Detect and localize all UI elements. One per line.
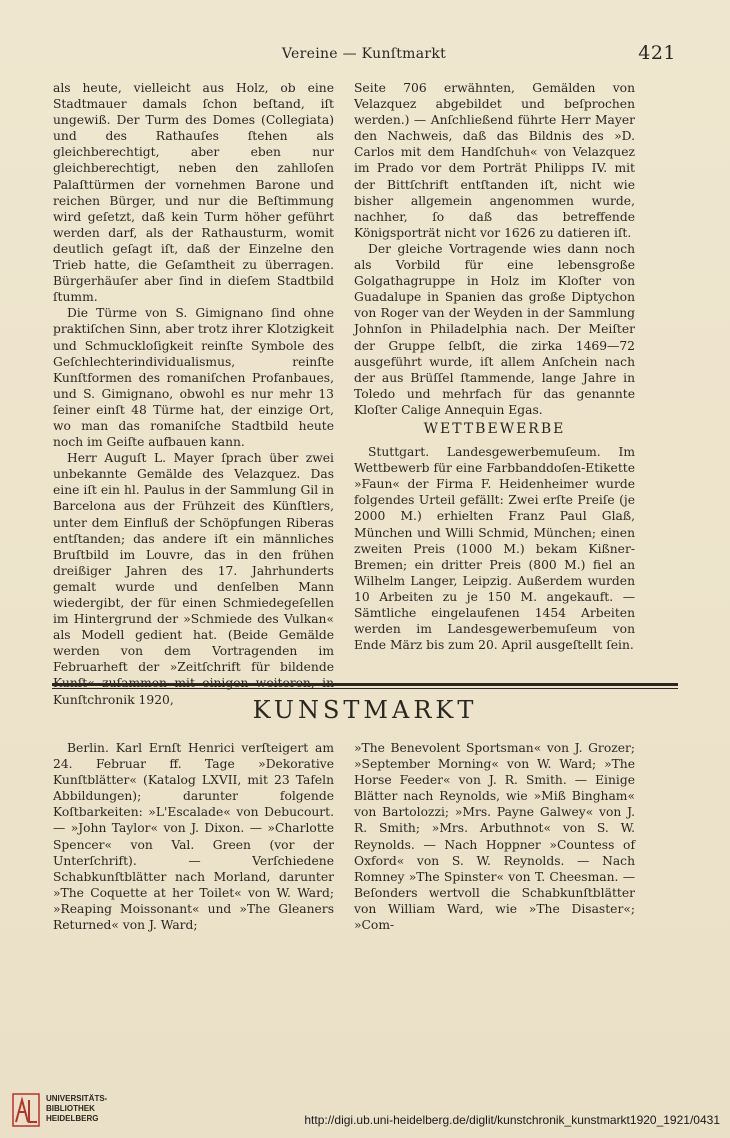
paragraph: »The Benevolent Sportsman« von J. Grozer; »September Morning« von W. Ward; »The Horse Feeder« von J. R. Smith. — Einige Blätter nach Reynolds, wie »Miß Bingham« von Bartolozzi; »Mrs. Payne Galwey« von J. R. Smith; »Mrs. Arbuthnot« von S. W. Reynolds. — Nach Hoppner »Countess of Oxford« von S. W. Reynolds. — Nach Romney »The Spinster« von T. Cheesman. — Beſonders wertvoll die Schabkunſtblätter von William Ward, wie »The Disaster«; »Com-: [354, 741, 635, 933]
logo-line: UNIVERSITÄTS-: [46, 1094, 108, 1103]
page-header: [52, 42, 676, 72]
running-head: Vereine — Kunſtmarkt: [281, 46, 447, 62]
paragraph: Herr Auguſt L. Mayer ſprach über zwei unbekannte Gemälde des Velazquez. Das eine iſt ein hl. Paulus in der Sammlung Gil in Barcelona aus der Frühzeit des Künſtlers, unter dem Einfluß der Schöpfungen Riberas entſtanden; das andere iſt ein männliches Bruſtbild im Louvre, das in den frühen dreißiger Jahren des 17. Jahrhunderts gemalt wurde und denſelben Mann wiedergibt, der für einen Schmiedegeſellen im Hintergrund der »Schmiede des Vulkan« als Modell gedient hat. (Beide Gemälde werden von dem Vortragenden im Februarheft der »Zeitſchrift für bildende Kunſtchronik 1920,: [53, 451, 334, 707]
left-column-top: [53, 80, 334, 708]
library-logo-text: [46, 1094, 107, 1124]
wettbewerbe-heading: WETTBEWERBE: [423, 420, 566, 437]
kunstmarkt-heading: KUNSTMARKT: [252, 696, 478, 724]
page-number: 421: [638, 42, 676, 64]
right-column-top: [354, 80, 635, 653]
logo-line: BIBLIOTHEK: [46, 1104, 95, 1113]
left-column-bottom: [53, 740, 334, 933]
section-rule-thick: [52, 683, 678, 686]
source-url-link[interactable]: http://digi.ub.uni-heidelberg.de/diglit/kunstchronik_kunstmarkt1920_1921/0431: [304, 1113, 720, 1127]
paragraph: Seite 706 erwähnten, Gemälden von Velazquez abgebildet und beſprochen werden.) — Anſchließend führte Herr Mayer den Nachweis, daß das Bildnis des »D. Carlos mit dem Handſchuh« von Velazquez im Prado vor dem Porträt Philipps IV. mit der Bittſchrift entſtanden iſt, nicht wie bisher allgemein angenommen wurde, nachher, ſo daß das betreffende Königsporträt nicht vor 1626 zu datieren iſt.: [354, 81, 635, 240]
paragraph: Berlin. Karl Ernſt Henrici verſteigert am 24. Februar ff. Tage »Dekorative Kunſtblätter« (Katalog LXVII, mit 23 Tafeln Abbildungen); darunter folgende Koſtbarkeiten: »L'Escalade« von Debucourt. — »John Taylor« von J. Dixon. — »Charlotte Spencer« von Val. Green (vor der Unterſchrift). — Verſchiedene Schabkunſtblätter nach Morland, darunter »The Coquette at her Toilet« von W. Ward; »Reaping Moissonant« und »The Gleaners Returned« von J. Ward;: [53, 741, 334, 933]
section-rule-thin: [52, 688, 678, 689]
logo-line: HEIDELBERG: [46, 1114, 99, 1123]
paragraph: Stuttgart. Landesgewerbemuſeum. Im Wettbewerb für eine Farbbanddoſen-Etikette »Faun« der Firma F. Heidenheimer wurde folgendes Urteil gefällt: Zwei erſte Preiſe (je 2000 M.) erhielten Franz Paul Glaß, München und Willi Schmid, München; einen zweiten Preis (1000 M.) bekam Kißner-Bremen; ein dritter Preis (800 M.) fiel an Wilhelm Langer, Leipzig. Außerdem wurden 10 Arbeiten zu je 150 M. angekauft. — Sämtliche eingelaufenen 1454 Arbeiten werden im Landesgewerbemuſeum von Ende März bis zum 20. April ausgeſtellt ſein.: [354, 445, 635, 653]
right-column-bottom: [354, 740, 635, 933]
library-logo-icon: [12, 1092, 42, 1128]
paragraph: Die Türme von S. Gimignano ſind ohne praktiſchen Sinn, aber trotz ihrer Klotzigkeit und Schmuckloſigkeit reinſte Symbole des Geſchlechterindividualismus, reinſte Kunſtformen des romaniſchen Profanbaues, und S. Gimignano, obwohl es nur mehr 13 ſeiner einſt 48 Türme hat, der einzige Ort, wo man das romaniſche Stadtbild heute noch im Geiſte aufbauen kann.: [53, 306, 334, 450]
paragraph: Der gleiche Vortragende wies dann noch als Vorbild für eine lebensgroße Golgathagruppe in Holz im Kloſter von Guadalupe in Spanien das große Diptychon von Roger van der Weyden in der Sammlung Johnſon in Philadelphia nach. Der Meiſter der Gruppe ſelbſt, die zirka 1469—72 ausgeführt wurde, iſt allem Anſchein nach der aus Brüſſel ſtammende, lange Jahre in Toledo und mehrfach für das genannte Kloſter Calige Annequin Egas.: [354, 241, 635, 417]
paragraph: als heute, vielleicht aus Holz, ob eine Stadtmauer damals ſchon beſtand, iſt ungewiß. Der Turm des Domes (Collegiata) und des Rathauſes ſtehen als gleichberechtigt, aber eben nur gleichberechtigt, neben den zahlloſen Palaſttürmen der vornehmen Barone und reichen Bürger, und nur die Beſtimmung wird geſetzt, daß kein Turm höher geführt werden darf, als der Rathausturm, womit deutlich geſagt iſt, daß der Einzelne den Trieb hatte, die Geſamtheit zu überragen. Bürgerhäuſer aber ſind in dieſem Stadtbild ſtumm.: [53, 81, 334, 305]
library-logo[interactable]: [12, 1092, 142, 1132]
